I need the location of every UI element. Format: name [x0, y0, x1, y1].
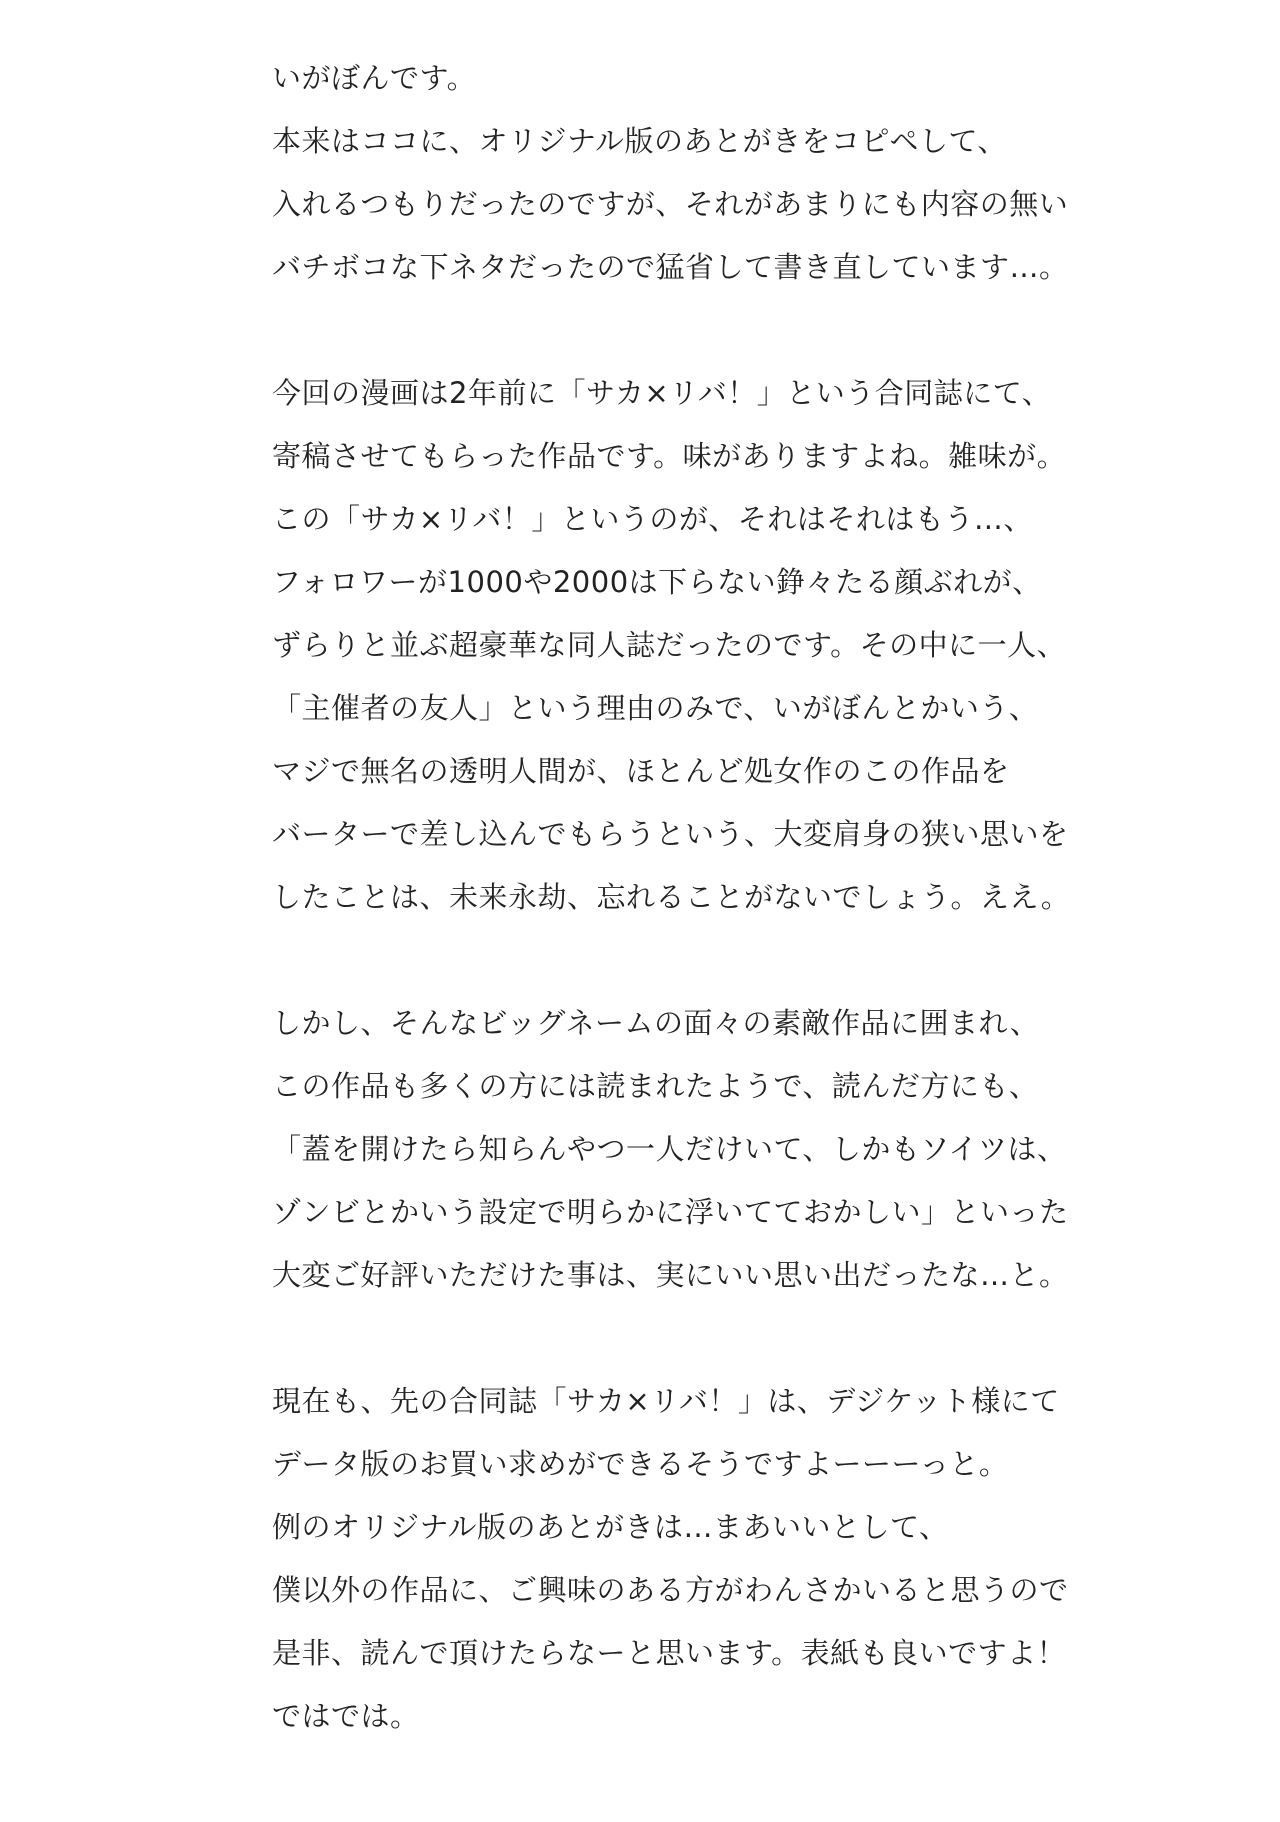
text-line: 寄稿させてもらった作品です。味がありますよね。雑味が。: [272, 439, 1067, 473]
text-line: いがぼんです。: [272, 61, 477, 95]
text-line: ずらりと並ぶ超豪華な同人誌だったのです。その中に一人、: [272, 628, 1067, 662]
text-line: この作品も多くの方には読まれたようで、読んだ方にも、: [272, 1069, 1039, 1103]
text-line: 例のオリジナル版のあとがきは…まあいいとして、: [272, 1510, 949, 1544]
paragraph-reception: [272, 1003, 1072, 1318]
text-line: マジで無名の透明人間が、ほとんど処女作のこの作品を: [272, 754, 1010, 788]
text-line: この「サカ×リバ！」というのが、それはそれはもう…、: [272, 502, 1033, 536]
text-line: 現在も、先の合同誌「サカ×リバ！」は、デジケット様にて: [272, 1384, 1060, 1418]
text-line: 「主催者の友人」という理由のみで、いがぼんとかいう、: [272, 691, 1039, 725]
text-line: 入れるつもりだったのですが、それがあまりにも内容の無い: [272, 187, 1069, 221]
paragraph-background: [272, 373, 1072, 940]
text-line: 今回の漫画は2年前に「サカ×リバ！」という合同誌にて、: [272, 376, 1052, 410]
text-line: ではでは。: [272, 1699, 420, 1733]
paragraph-closing: [272, 1381, 1072, 1759]
text-line: データ版のお買い求めができるそうですよーーーっと。: [272, 1447, 1009, 1481]
text-line: バチボコな下ネタだったので猛省して書き直しています…。: [272, 250, 1069, 284]
text-line: フォロワーが1000や2000は下らない錚々たる顔ぶれが、: [272, 565, 1042, 599]
text-line: 是非、読んで頂けたらなーと思います。表紙も良いですよ！: [272, 1636, 1067, 1670]
text-line: 「蓋を開けたら知らんやつ一人だけいて、しかもソイツは、: [272, 1132, 1067, 1166]
text-line: 僕以外の作品に、ご興味のある方がわんさかいると思うので: [272, 1573, 1069, 1607]
text-line: しかし、そんなビッグネームの面々の素敵作品に囲まれ、: [272, 1006, 1040, 1040]
afterword-text: [272, 58, 1072, 1822]
text-line: したことは、未来永劫、忘れることがないでしょう。ええ。: [272, 880, 1071, 914]
text-line: バーターで差し込んでもらうという、大変肩身の狭い思いを: [272, 817, 1069, 851]
text-line: 大変ご好評いただけた事は、実にいい思い出だったな…と。: [272, 1258, 1069, 1292]
text-line: 本来はココに、オリジナル版のあとがきをコピペして、: [272, 124, 1007, 158]
text-line: ゾンビとかいう設定で明らかに浮いてておかしい」といった: [272, 1195, 1069, 1229]
paragraph-intro: [272, 58, 1072, 310]
